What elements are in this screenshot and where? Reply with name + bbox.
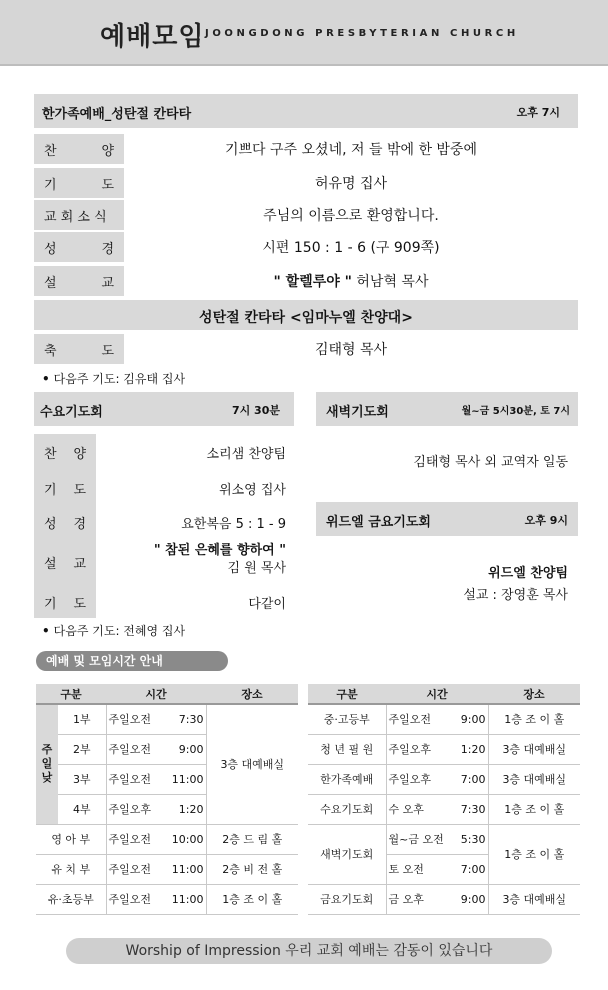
page-header <box>0 0 608 66</box>
table-row: 수요기도회 수 오후 7:30 1층 조 이 홀 <box>308 794 580 824</box>
left-schedule-table: 구분 시간 장소 주일낮 1부 주일오전 7:30 3층 대예배실 2부 주일오전 9:00 3부 주일오전 11:00 4부 주일오후 1:20 영 아 부 주일오전 10:00 2층 드 림 홀 유 치 부 주일오전 11:00 2층 비 전 홀 유·초등부 주일오전 11:00 1층 조 이 홀 <box>36 684 298 915</box>
schedule-label: 예배 및 모임시간 안내 <box>36 651 228 671</box>
wednesday-time: 7시 30분 <box>231 404 280 417</box>
dawn-leader: 김태형 목사 외 교역자 일동 <box>413 454 568 470</box>
table-row: 2부 주일오전 9:00 <box>36 734 298 764</box>
table-row: 3부 주일오전 11:00 <box>36 764 298 794</box>
table-row: 영 아 부 주일오전 10:00 2층 드 림 홀 <box>36 824 298 854</box>
wed-value-scripture: 요한복음 5 : 1 - 9 <box>181 516 286 532</box>
table-row: 4부 주일오후 1:20 <box>36 794 298 824</box>
table-row: 금요기도회 금 오후 9:00 3층 대예배실 <box>308 884 580 914</box>
row-label-hymn: 찬 양 <box>34 134 124 164</box>
row-value-prayer: 허유명 집사 <box>314 176 388 192</box>
wed-value-sermon <box>96 542 286 582</box>
friday-title: 위드엘 금요기도회 <box>326 515 431 530</box>
sermon-preacher: 허남혁 목사 <box>356 274 429 290</box>
wednesday-header <box>34 392 294 426</box>
page-title: 예배모임 <box>100 22 205 52</box>
table-row: 유 치 부 주일오전 11:00 2층 비 전 홀 <box>36 854 298 884</box>
sunday-label: 주일낮 <box>36 704 58 824</box>
row-label-blessing: 축 도 <box>34 334 124 364</box>
row-label-sermon: 설 교 <box>34 266 124 296</box>
table-row: 새벽기도회 월~금 오전 5:30 1층 조 이 홀 <box>308 824 580 854</box>
table-row: 토 오전 7:00 <box>308 854 580 884</box>
family-next-prayer: • 다음주 기도: 김유태 집사 <box>42 372 186 386</box>
friday-sermon: 설교 : 장영훈 목사 <box>463 587 568 603</box>
row-value-blessing: 김태형 목사 <box>314 342 388 358</box>
wed-value-prayer: 위소영 집사 <box>219 482 286 498</box>
family-service-title: 한가족예배_성탄절 칸타타 <box>42 107 192 122</box>
wed-value-hymn: 소리샘 찬양팀 <box>206 446 286 462</box>
sunday-place: 3층 대예배실 <box>206 704 298 824</box>
table-row: 주일낮 1부 주일오전 7:30 3층 대예배실 <box>36 704 298 734</box>
friday-header <box>316 502 578 536</box>
row-label-scripture: 성 경 <box>34 232 124 262</box>
sermon-title: " 할렐루야 " <box>273 274 352 290</box>
table-row: 한가족예배 주일오후 7:00 3층 대예배실 <box>308 764 580 794</box>
row-value-news: 주님의 이름으로 환영합니다. <box>263 208 439 224</box>
table-row: 청 년 필 원 주일오후 1:20 3층 대예배실 <box>308 734 580 764</box>
table-row: 유·초등부 주일오전 11:00 1층 조 이 홀 <box>36 884 298 914</box>
cantata-title: 성탄절 칸타타 <임마누엘 찬양대> <box>199 310 413 326</box>
wed-sermon-title: " 참된 은혜를 향하여 " <box>153 543 286 558</box>
wed-label-closing-prayer: 기 도 <box>44 596 86 612</box>
wed-label-hymn: 찬 양 <box>44 446 86 462</box>
dawn-time: 월~금 5시30분, 토 7시 <box>461 406 570 417</box>
wed-value-closing-prayer: 다같이 <box>248 596 286 612</box>
dawn-row-name: 새벽기도회 <box>308 824 386 884</box>
wed-label-prayer: 기 도 <box>44 482 86 498</box>
friday-time: 오후 9시 <box>524 514 568 527</box>
family-service-header <box>34 94 578 128</box>
wednesday-title: 수요기도회 <box>40 405 103 420</box>
family-service-time: 오후 7시 <box>516 106 560 119</box>
dawn-header <box>316 392 578 426</box>
right-schedule-table: 구분 시간 장소 중·고등부 주일오전 9:00 1층 조 이 홀 청 년 필 원 주일오후 1:20 3층 대예배실 한가족예배 주일오후 7:00 3층 대예배실 수요기도회 수 오후 7:30 1층 조 이 홀 새벽기도회 월~금 오전 5:30 1층 조 이 홀 토 오전 7:00 금요기도회 금 오후 9:00 3층 대예배실 <box>308 684 580 915</box>
row-label-news: 교 회 소 식 <box>34 200 124 230</box>
cantata-bar <box>34 300 578 330</box>
wed-sermon-preacher: 김 원 목사 <box>227 561 286 576</box>
wednesday-next-prayer: • 다음주 기도: 전혜영 집사 <box>42 624 186 638</box>
church-name: JOONGDONG PRESBYTERIAN CHURCH <box>205 28 519 39</box>
row-value-hymn: 기쁘다 구주 오셨네, 저 들 밖에 한 밤중에 <box>225 142 477 158</box>
dawn-title: 새벽기도회 <box>326 405 389 420</box>
row-value-sermon <box>124 266 578 296</box>
row-value-scripture: 시편 150 : 1 - 6 (구 909쪽) <box>262 240 440 256</box>
row-label-prayer: 기 도 <box>34 168 124 198</box>
wed-label-sermon: 설 교 <box>44 556 86 572</box>
dawn-row-place: 1층 조 이 홀 <box>488 824 580 884</box>
footer-slogan: Worship of Impression 우리 교회 예배는 감동이 있습니다 <box>66 938 552 964</box>
wed-label-scripture: 성 경 <box>44 516 86 532</box>
table-row: 중·고등부 주일오전 9:00 1층 조 이 홀 <box>308 704 580 734</box>
friday-team: 위드엘 찬양팀 <box>488 565 568 581</box>
